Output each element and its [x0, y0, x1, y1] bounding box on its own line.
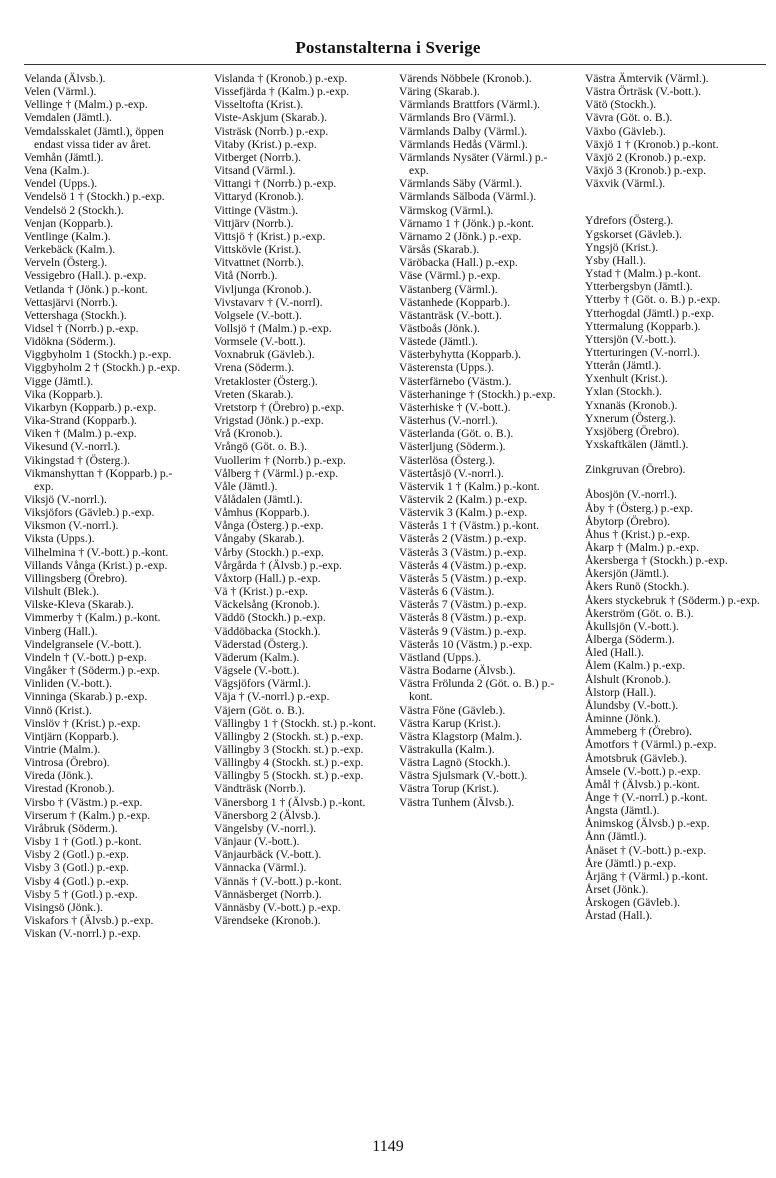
- list-item: Väddö (Stockh.) p.-exp.: [214, 611, 326, 625]
- list-item: Åmsele (V.-bott.) p.-exp.: [585, 764, 701, 778]
- list-item: Visingsö (Jönk.).: [24, 900, 103, 914]
- list-item: Västerlösa (Österg.).: [399, 453, 496, 467]
- list-item: Åby † (Österg.) p.-exp.: [585, 501, 693, 515]
- list-item: Västerås 7 (Västm.) p.-exp.: [399, 598, 527, 612]
- list-item: Venjan (Kopparb.).: [24, 216, 114, 230]
- list-item: Vivljunga (Kronob.).: [214, 282, 312, 296]
- list-item: Vettershaga (Stockh.).: [24, 308, 127, 322]
- list-item: Vessigebro (Hall.). p.-exp.: [24, 269, 147, 283]
- list-item: Västerlanda (Göt. o. B.).: [399, 427, 514, 441]
- list-item: Västra Torup (Krist.).: [399, 782, 500, 796]
- list-item: Värmlands Bro (Värml.).: [399, 111, 517, 125]
- list-item: Åkullsjön (V.-bott.).: [585, 619, 679, 633]
- list-item: Vika-Strand (Kopparb.).: [24, 414, 137, 428]
- list-item: Vä † (Krist.) p.-exp.: [214, 585, 309, 599]
- list-item: Väse (Värml.) p.-exp.: [399, 269, 501, 283]
- list-item: Åmotsbruk (Gävleb.).: [585, 751, 688, 765]
- list-item: Åmotfors † (Värml.) p.-exp.: [585, 738, 717, 752]
- list-item: Vänersborg 2 (Älvsb.).: [214, 808, 321, 822]
- list-item: Årset (Jönk.).: [585, 883, 649, 897]
- list-item: Västerås 5 (Västm.) p.-exp.: [399, 571, 527, 585]
- list-item: Värmlands Brattfors (Värml.).: [399, 98, 541, 112]
- list-item: Väja † (V.-norrl.) p.-exp.: [214, 690, 330, 704]
- list-item: Vällingby 4 (Stockh. st.) p.-exp.: [214, 756, 364, 770]
- list-item: Vinnö (Krist.).: [24, 703, 92, 717]
- list-item: Värmlands Hedås (Värml.).: [399, 137, 528, 151]
- list-item: Vikmanshyttan † (Kopparb.) p.-exp.: [24, 466, 173, 493]
- list-item: Ysby (Hall.).: [585, 253, 646, 267]
- list-item: Yxskaftkälen (Jämtl.).: [585, 438, 689, 452]
- list-item: Vitberget (Norrb.).: [214, 150, 301, 164]
- list-item: Velen (Värml.).: [24, 85, 97, 99]
- list-item: Växjö 3 (Kronob.) p.-exp.: [585, 164, 707, 178]
- list-item: Växjö 2 (Kronob.) p.-exp.: [585, 150, 707, 164]
- list-item: Vintrie (Malm.).: [24, 742, 101, 756]
- list-item: Årskogen (Gävleb.).: [585, 896, 680, 910]
- list-item: Vollsjö † (Malm.) p.-exp.: [214, 321, 332, 335]
- list-item: Viskan (V.-norrl.) p.-exp.: [24, 927, 141, 941]
- list-item: Västra Tunhem (Älvsb.).: [399, 795, 515, 809]
- list-item: Västra Föne (Gävleb.).: [399, 703, 506, 717]
- list-item: Vendelsö 2 (Stockh.).: [24, 203, 124, 217]
- list-item: Västland (Upps.).: [399, 650, 482, 664]
- list-item: Västra Sjulsmark (V.-bott.).: [399, 769, 528, 783]
- list-item: Volgsele (V.-bott.).: [214, 308, 302, 322]
- list-item: Vännäsby (V.-bott.) p.-exp.: [214, 900, 341, 914]
- list-item: Vuollerim † (Norrb.) p.-exp.: [214, 453, 346, 467]
- list-item: Yxlan (Stockh.).: [585, 385, 662, 399]
- list-item: Vikesund (V.-norrl.).: [24, 440, 121, 454]
- list-item: Ångsta (Jämtl.).: [585, 804, 660, 818]
- list-item: Yttersjön (V.-bott.).: [585, 332, 677, 346]
- list-item: Ånge † (V.-norrl.) p.-kont.: [585, 790, 708, 804]
- list-item: Vellinge † (Malm.) p.-exp.: [24, 98, 148, 112]
- list-item: Åkersberga † (Stockh.) p.-exp.: [585, 554, 728, 568]
- list-item: Vällingby 2 (Stockh. st.) p.-exp.: [214, 729, 364, 743]
- list-item: Vislanda † (Kronob.) p.-exp.: [214, 72, 348, 85]
- list-item: Visby 4 (Gotl.) p.-exp.: [24, 874, 129, 888]
- list-item: Vingåker † (Söderm.) p.-exp.: [24, 664, 160, 678]
- page-number: 1149: [372, 1138, 404, 1155]
- list-item: Vätö (Stockh.).: [585, 98, 657, 112]
- list-item: Yngsjö (Krist.).: [585, 240, 659, 254]
- column-2: [214, 72, 378, 927]
- list-item: Vägsele (V.-bott.).: [214, 664, 300, 678]
- list-item: Vittinge (Västm.).: [214, 203, 298, 217]
- list-item: Västra Karup (Krist.).: [399, 716, 501, 730]
- list-item: Vittjärv (Norrb.).: [214, 216, 294, 230]
- list-item: Yttermalung (Kopparb.).: [585, 319, 701, 333]
- list-item: Värmskog (Värml.).: [399, 203, 494, 217]
- list-item: Viksta (Upps.).: [24, 532, 95, 546]
- list-item: Värmlands Sälboda (Värml.).: [399, 190, 537, 204]
- list-item: Våmhus (Kopparb.).: [214, 506, 310, 520]
- list-item: Visby 3 (Gotl.) p.-exp.: [24, 861, 129, 875]
- list-item: Vitsand (Värml.).: [214, 164, 296, 178]
- list-item: Västra Lagnö (Stockh.).: [399, 756, 511, 770]
- list-item: Verveln (Österg.).: [24, 256, 108, 270]
- list-item: Ålshult (Kronob.).: [585, 672, 671, 686]
- list-item: Vitaby (Krist.) p.-exp.: [214, 137, 317, 151]
- list-item: Yxnerum (Österg.).: [585, 411, 676, 425]
- list-item: Virserum † (Kalm.) p.-exp.: [24, 808, 151, 822]
- list-item: Våxtorp (Hall.) p.-exp.: [214, 571, 321, 585]
- list-item: Ventlinge (Kalm.).: [24, 229, 111, 243]
- list-item: Viksjöfors (Gävleb.) p.-exp.: [24, 506, 155, 520]
- list-item: Vrångö (Göt. o. B.).: [214, 440, 308, 454]
- list-item: Vissefjärda † (Kalm.) p.-exp.: [214, 85, 350, 99]
- list-item: Vällingby 3 (Stockh. st.) p.-exp.: [214, 742, 364, 756]
- list-item: Ytterturingen (V.-norrl.).: [585, 345, 701, 359]
- list-item: Visby 2 (Gotl.) p.-exp.: [24, 848, 129, 862]
- list-item: Yxsjöberg (Örebro).: [585, 424, 680, 438]
- list-item: Ytterbergsbyn (Jämtl.).: [585, 280, 693, 294]
- list-item: Västra Klagstorp (Malm.).: [399, 729, 522, 743]
- list-item: Vålådalen (Jämtl.).: [214, 493, 303, 506]
- list-item: Västra Frölunda 2 (Göt. o. B.) p.-kont.: [399, 677, 555, 704]
- list-item: Visseltofta (Krist.).: [214, 98, 304, 112]
- list-item: Vrena (Söderm.).: [214, 361, 295, 375]
- list-item: Västervik 2 (Kalm.) p.-exp.: [399, 493, 528, 506]
- list-item: Västerås 1 † (Västm.) p.-kont.: [399, 519, 540, 533]
- list-item: Voxnabruk (Gävleb.).: [214, 348, 315, 362]
- list-item: Värmlands Säby (Värml.).: [399, 177, 522, 191]
- list-item: Växbo (Gävleb.).: [585, 124, 666, 138]
- list-item: Ytterhogdal (Jämtl.) p.-exp.: [585, 306, 715, 320]
- list-item: Vårgårda † (Älvsb.) p.-exp.: [214, 558, 342, 572]
- list-item: Viksjö (V.-norrl.).: [24, 493, 107, 506]
- list-item: Vitvattnet (Norrb.).: [214, 256, 304, 270]
- list-item: Värsås (Skarab.).: [399, 243, 480, 257]
- list-item: Åkers styckebruk † (Söderm.) p.-exp.: [585, 593, 760, 607]
- list-item: Åmmeberg † (Örebro).: [585, 725, 692, 739]
- list-item: Västerfärnebo (Västm.).: [399, 374, 512, 388]
- list-item: Vinninga (Skarab.) p.-exp.: [24, 690, 148, 704]
- list-item: Vännacka (Värml.).: [214, 861, 307, 875]
- list-item: Ålem (Kalm.) p.-exp.: [585, 659, 686, 673]
- list-item: Värnamo 1 † (Jönk.) p.-kont.: [399, 216, 534, 230]
- list-item: Viråbruk (Söderm.).: [24, 821, 118, 835]
- list-item: Vivstavarv † (V.-norrl).: [214, 295, 323, 309]
- list-item: Vika (Kopparb.).: [24, 387, 103, 401]
- list-item: Västboås (Jönk.).: [399, 321, 480, 335]
- list-item: Vävra (Göt. o. B.).: [585, 111, 673, 125]
- list-item: Villingsberg (Örebro).: [24, 571, 128, 585]
- list-item: Vemdalsskalet (Jämtl.), öppen endast vissa tider av året.: [24, 124, 164, 151]
- list-item: Vinslöv † (Krist.) p.-exp.: [24, 716, 141, 730]
- list-item: Västertåsjö (V.-norrl.).: [399, 466, 504, 480]
- list-item: Vällingby 1 † (Stockh. st.) p.-kont.: [214, 716, 376, 730]
- list-item: Västede (Jämtl.).: [399, 335, 478, 349]
- list-item: Viste-Askjum (Skarab.).: [214, 111, 327, 125]
- list-item: Vårby (Stockh.) p.-exp.: [214, 545, 324, 559]
- list-item: Virestad (Kronob.).: [24, 782, 115, 796]
- list-item: Värmlands Nysäter (Värml.) p.-exp.: [399, 150, 548, 178]
- list-item: Ålstorp (Hall.).: [585, 685, 657, 699]
- list-item: Vormsele (V.-bott.).: [214, 335, 306, 349]
- list-item: Vännäsberget (Norrb.).: [214, 887, 322, 901]
- list-item: Västanberg (Värml.).: [399, 282, 498, 296]
- list-item: Vånga (Österg.) p.-exp.: [214, 519, 324, 533]
- list-item: Västerås 9 (Västm.) p.-exp.: [399, 624, 527, 638]
- column-1: [24, 72, 190, 940]
- list-item: Åled (Hall.).: [585, 646, 644, 660]
- list-item: Virsbo † (Västm.) p.-exp.: [24, 795, 143, 809]
- list-item: Åminne (Jönk.).: [585, 712, 661, 726]
- list-item: Visby 1 † (Gotl.) p.-kont.: [24, 835, 142, 849]
- column-3: [399, 72, 565, 809]
- list-item: Vemhån (Jämtl.).: [24, 150, 104, 164]
- list-item: Ånimskog (Älvsb.) p.-exp.: [585, 817, 710, 831]
- list-item: Västerås 10 (Västm.) p.-exp.: [399, 637, 533, 651]
- list-item: Viskafors † (Älvsb.) p.-exp.: [24, 914, 154, 927]
- list-item: Värends Nöbbele (Kronob.).: [399, 72, 532, 85]
- list-item: Viggbyholm 2 † (Stockh.) p.-exp.: [24, 361, 181, 375]
- list-item: Villands Vånga (Krist.) p.-exp.: [24, 558, 168, 572]
- list-item: Vigge (Jämtl.).: [24, 374, 94, 388]
- list-item: Vilhelmina † (V.-bott.) p.-kont.: [24, 545, 169, 559]
- list-item: Vittskövle (Krist.).: [214, 243, 302, 257]
- list-item: Ålberga (Söderm.).: [585, 633, 675, 647]
- list-item: Väring (Skarab.).: [399, 85, 480, 99]
- list-item: Vinliden (V.-bott.).: [24, 677, 112, 691]
- list-item: Åmål † (Älvsb.) p.-kont.: [585, 777, 700, 791]
- list-item: Åbytorp (Örebro).: [585, 514, 670, 528]
- list-item: Åkers Runö (Stockh.).: [585, 580, 690, 594]
- list-item: Vängelsby (V.-norrl.).: [214, 821, 317, 835]
- list-item: Vendel (Upps.).: [24, 177, 98, 191]
- list-item: Vålberg † (Värml.) p.-exp.: [214, 466, 339, 480]
- list-item: Västrakulla (Kalm.).: [399, 742, 495, 756]
- list-item: Vänjaurbäck (V.-bott.).: [214, 848, 322, 862]
- list-item: Årjäng † (Värml.) p.-kont.: [585, 869, 708, 883]
- list-item: Vilske-Kleva (Skarab.).: [24, 598, 134, 612]
- list-item: Åbosjön (V.-norrl.).: [585, 488, 677, 502]
- list-item: Vretstorp † (Örebro) p.-exp.: [214, 400, 345, 414]
- list-item: Ålundsby (V.-bott.).: [585, 698, 679, 712]
- list-item: Västra Ämtervik (Värml.).: [585, 72, 709, 85]
- list-item: Vidökna (Söderm.).: [24, 335, 116, 349]
- list-item: Västerljung (Söderm.).: [399, 440, 506, 454]
- list-item: Vidsel † (Norrb.) p.-exp.: [24, 321, 139, 335]
- list-item: Västra Örträsk (V.-bott.).: [585, 85, 702, 99]
- list-item: Vittsjö † (Krist.) p.-exp.: [214, 229, 326, 243]
- list-item: Visträsk (Norrb.) p.-exp.: [214, 124, 329, 138]
- list-item: Västerensta (Upps.).: [399, 361, 494, 375]
- list-item: Vittaryd (Kronob.).: [214, 190, 304, 204]
- list-item: Vänersborg 1 † (Älvsb.) p.-kont.: [214, 795, 366, 809]
- list-item: Åkerström (Göt. o. B.).: [585, 606, 694, 620]
- list-item: Västerås 6 (Västm.).: [399, 585, 495, 599]
- list-item: Vällingby 5 (Stockh. st.) p.-exp.: [214, 769, 364, 783]
- list-item: Vikingstad † (Österg.).: [24, 453, 130, 467]
- list-item: Västerås 4 (Västm.) p.-exp.: [399, 558, 527, 572]
- list-item: Åre (Jämtl.) p.-exp.: [585, 856, 677, 870]
- list-item: Åhus † (Krist.) p.-exp.: [585, 527, 690, 541]
- list-item: Vittangi † (Norrb.) p.-exp.: [214, 177, 337, 191]
- list-item: Visby 5 † (Gotl.) p.-exp.: [24, 887, 138, 901]
- list-item: Vireda (Jönk.).: [24, 769, 94, 783]
- list-item: Yxnanäs (Kronob.).: [585, 398, 678, 412]
- list-item: Vändträsk (Norrb.).: [214, 782, 306, 796]
- list-item: Viggbyholm 1 (Stockh.) p.-exp.: [24, 348, 172, 362]
- list-item: Viken † (Malm.) p.-exp.: [24, 427, 137, 441]
- list-item: Velanda (Älvsb.).: [24, 72, 106, 85]
- list-item: Åkersjön (Jämtl.).: [585, 567, 670, 581]
- list-item: Verkebäck (Kalm.).: [24, 243, 116, 257]
- column-4: [585, 72, 765, 923]
- list-item: Zinkgruvan (Örebro).: [585, 463, 686, 477]
- list-item: Västerås 2 (Västm.) p.-exp.: [399, 532, 527, 546]
- list-item: Västerhus (V.-norrl.).: [399, 414, 498, 428]
- list-item: Ydrefors (Österg.).: [585, 214, 674, 228]
- list-item: Vretakloster (Österg.).: [214, 374, 318, 388]
- list-item: Ytterby † (Göt. o. B.) p.-exp.: [585, 293, 721, 307]
- list-item: Vendelsö 1 † (Stockh.) p.-exp.: [24, 190, 165, 204]
- list-item: Ystad † (Malm.) p.-kont.: [585, 267, 701, 281]
- list-item: Vreten (Skarab.).: [214, 387, 294, 401]
- list-item: Vindelgransele (V.-bott.).: [24, 637, 142, 651]
- list-item: Västervik 3 (Kalm.) p.-exp.: [399, 506, 528, 520]
- list-item: Väderum (Kalm.).: [214, 650, 300, 664]
- list-item: Vetlanda † (Jönk.) p.-kont.: [24, 282, 148, 296]
- list-item: Väckelsång (Kronob.).: [214, 598, 320, 612]
- list-item: Västra Bodarne (Älvsb.).: [399, 664, 516, 678]
- list-item: Vrå (Kronob.).: [214, 427, 283, 441]
- list-item: Vilshult (Blek.).: [24, 585, 99, 599]
- list-item: Vägsjöfors (Värml.).: [214, 677, 311, 691]
- list-item: Västerås 3 (Västm.) p.-exp.: [399, 545, 527, 559]
- list-item: Värnamo 2 (Jönk.) p.-exp.: [399, 229, 522, 243]
- list-item: Vettasjärvi (Norrb.).: [24, 295, 118, 309]
- list-item: Västerhiske † (V.-bott.).: [399, 400, 511, 414]
- list-item: Ånäset † (V.-bott.) p.-exp.: [585, 843, 707, 857]
- list-item: Väröbacka (Hall.) p.-exp.: [399, 256, 518, 270]
- header-rule: [24, 64, 766, 65]
- list-item: Väjern (Göt. o. B.).: [214, 703, 305, 717]
- list-item: Västervik 1 † (Kalm.) p.-kont.: [399, 479, 540, 493]
- list-item: Värendseke (Kronob.).: [214, 914, 321, 927]
- list-item: Väderstad (Österg.).: [214, 637, 309, 651]
- list-item: Västanträsk (V.-bott.).: [399, 308, 502, 322]
- list-item: Årstad (Hall.).: [585, 909, 653, 923]
- list-item: Vimmerby † (Kalm.) p.-kont.: [24, 611, 161, 625]
- list-item: Ytterån (Jämtl.).: [585, 359, 662, 373]
- list-item: Västerås 8 (Västm.) p.-exp.: [399, 611, 527, 625]
- list-item: Vitå (Norrb.).: [214, 269, 278, 283]
- list-item: Västerbyhytta (Kopparb.).: [399, 348, 522, 362]
- list-item: Vikarbyn (Kopparb.) p.-exp.: [24, 400, 157, 414]
- list-item: Värmlands Dalby (Värml.).: [399, 124, 528, 138]
- list-item: Vänjaur (V.-bott.).: [214, 835, 300, 849]
- list-item: Västerhaninge † (Stockh.) p.-exp.: [399, 387, 556, 401]
- list-item: Ånn (Jämtl.).: [585, 830, 647, 844]
- list-item: Vrigstad (Jönk.) p.-exp.: [214, 414, 324, 428]
- list-item: Vintrosa (Örebro).: [24, 756, 110, 770]
- list-item: Vännäs † (V.-bott.) p.-kont.: [214, 874, 342, 888]
- list-item: Ygskorset (Gävleb.).: [585, 227, 682, 241]
- list-item: Växvik (Värml.).: [585, 177, 666, 191]
- list-item: Väddöbacka (Stockh.).: [214, 624, 321, 638]
- page-title: Postanstalterna i Sverige: [295, 38, 481, 57]
- list-item: Våle (Jämtl.).: [214, 479, 278, 493]
- list-item: Vemdalen (Jämtl.).: [24, 111, 112, 125]
- list-item: Växjö 1 † (Kronob.) p.-kont.: [585, 137, 719, 151]
- list-item: Vindeln † (V.-bott.) p-exp.: [24, 650, 147, 664]
- list-item: Västanhede (Kopparb.).: [399, 295, 511, 309]
- list-item: Yxenhult (Krist.).: [585, 372, 668, 386]
- list-item: Vena (Kalm.).: [24, 164, 90, 178]
- list-item: Vinberg (Hall.).: [24, 624, 98, 638]
- list-item: Vintjärn (Kopparb.).: [24, 729, 119, 743]
- list-item: Viksmon (V.-norrl.).: [24, 519, 119, 533]
- list-item: Vångaby (Skarab.).: [214, 532, 305, 546]
- list-item: Åkarp † (Malm.) p.-exp.: [585, 541, 699, 554]
